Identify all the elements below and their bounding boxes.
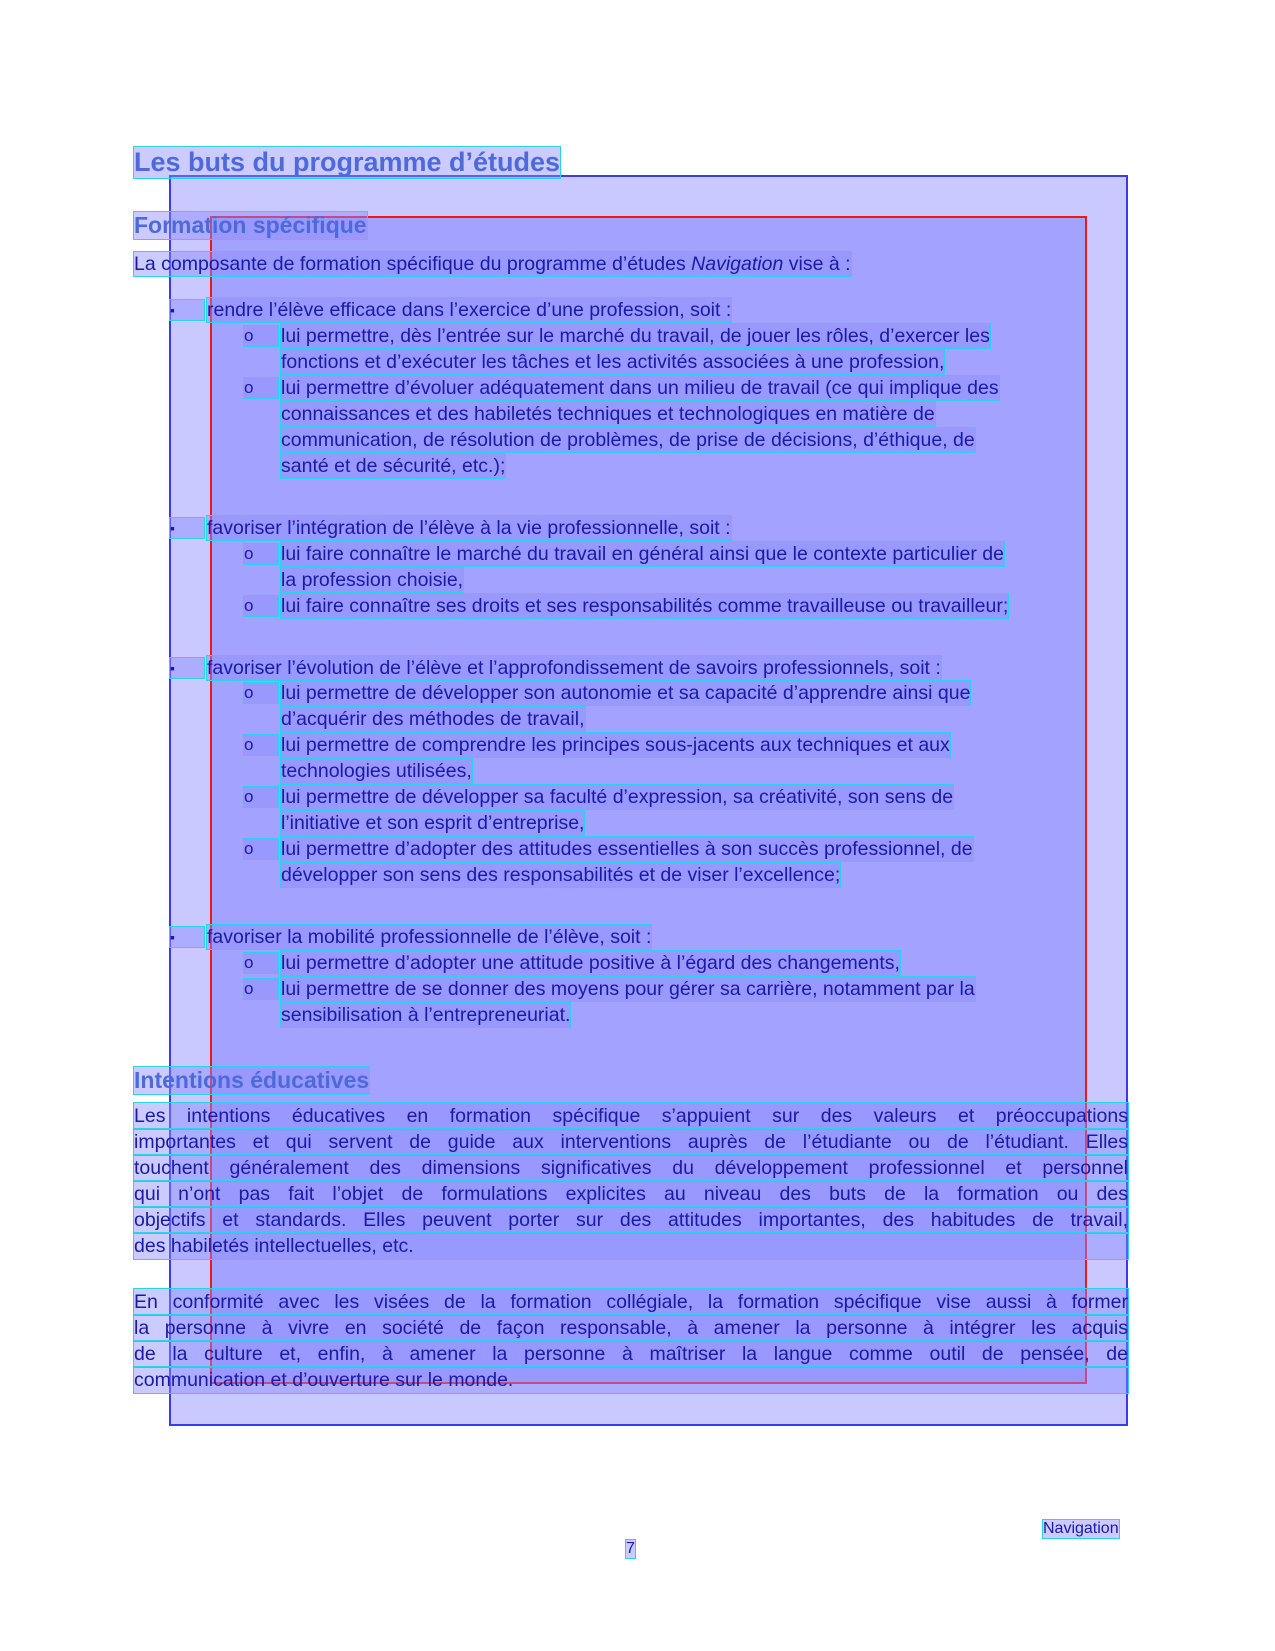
goal-bullet-icon: ▪ xyxy=(170,658,204,678)
page-title: Les buts du programme d’études xyxy=(134,147,561,177)
goal-item-line: fonctions et d’exécuter les tâches et les activités associées à une profession, xyxy=(281,351,945,373)
formation-intro xyxy=(134,252,851,276)
intentions-paragraph-line: qui n’ont pas fait l’objet de formulations explicites au niveau des buts de la formation ou des xyxy=(134,1183,1128,1205)
goal-item-line: lui permettre de comprendre les principes sous-jacents aux techniques et aux xyxy=(281,734,950,756)
sub-bullet-icon: o xyxy=(244,787,278,807)
sub-bullet-icon: o xyxy=(244,683,278,703)
sub-bullet-icon: o xyxy=(244,979,278,999)
sub-bullet-icon: o xyxy=(244,596,278,616)
page-number: 7 xyxy=(626,1540,635,1557)
goal-bullet-icon: ▪ xyxy=(170,300,204,320)
goal-item-line: la profession choisie, xyxy=(281,569,464,591)
goal-item-line: lui permettre d’évoluer adéquatement dans un milieu de travail (ce qui implique des xyxy=(281,377,999,399)
goal-label: favoriser la mobilité professionnelle de l’élève, soit : xyxy=(207,926,652,948)
sub-bullet-icon: o xyxy=(244,378,278,398)
goal-label: favoriser l’intégration de l’élève à la vie professionnelle, soit : xyxy=(207,517,731,539)
goal-item-line: lui permettre, dès l’entrée sur le marché du travail, de jouer les rôles, d’exercer les xyxy=(281,325,990,347)
intro-program-name: Navigation xyxy=(691,253,784,275)
goal-item-line: lui permettre d’adopter des attitudes essentielles à son succès professionnel, de xyxy=(281,838,973,860)
goal-label: favoriser l’évolution de l’élève et l’approfondissement de savoirs professionnels, soit : xyxy=(207,657,941,679)
sub-bullet-icon: o xyxy=(244,326,278,346)
goal-item-line: lui faire connaître le marché du travail en général ainsi que le contexte particulier de xyxy=(281,543,1004,565)
footer-program-name: Navigation xyxy=(1043,1520,1119,1537)
goal-item-line: d’acquérir des méthodes de travail, xyxy=(281,708,585,730)
goal-item-line: connaissances et des habiletés techniques et technologiques en matière de xyxy=(281,403,935,425)
goal-item-line: lui permettre de développer son autonomie et sa capacité d’apprendre ainsi que xyxy=(281,682,971,704)
goal-bullet-icon: ▪ xyxy=(170,518,204,538)
goal-item-line: technologies utilisées, xyxy=(281,760,472,782)
intro-prefix: La composante de formation spécifique du programme d’études xyxy=(134,253,692,275)
intro-suffix: vise à : xyxy=(783,253,851,275)
goal-label: rendre l’élève efficace dans l’exercice d’une profession, soit : xyxy=(207,299,732,321)
intentions-paragraph-line: la personne à vivre en société de façon responsable, à amener la personne à intégrer les acquis xyxy=(134,1317,1128,1339)
goal-item-line: lui permettre de se donner des moyens pour gérer sa carrière, notamment par la xyxy=(281,978,975,1000)
goal-item-line: lui permettre d’adopter une attitude positive à l’égard des changements, xyxy=(281,952,900,974)
goal-item-line: lui permettre de développer sa faculté d’expression, sa créativité, son sens de xyxy=(281,786,954,808)
goal-item-line: communication, de résolution de problèmes, de prise de décisions, d’éthique, de xyxy=(281,429,975,451)
sub-bullet-icon: o xyxy=(244,839,278,859)
section-heading-intentions: Intentions éducatives xyxy=(134,1067,370,1093)
goal-item-line: lui faire connaître ses droits et ses responsabilités comme travailleuse ou travailleur; xyxy=(281,595,1009,617)
intentions-paragraph-line: touchent généralement des dimensions significatives du développement professionnel et personnel xyxy=(134,1157,1128,1179)
goal-item-line: santé et de sécurité, etc.); xyxy=(281,455,506,477)
intentions-paragraph-line: importantes et qui servent de guide aux interventions auprès de l’étudiante ou de l’étudiant. Elles xyxy=(134,1131,1128,1153)
intentions-paragraph-line: communication et d’ouverture sur le monde. xyxy=(134,1367,1128,1393)
intentions-paragraph-line: objectifs et standards. Elles peuvent porter sur des attitudes importantes, des habitudes de travail, xyxy=(134,1209,1128,1231)
intentions-paragraph-line: de la culture et, enfin, à amener la personne à maîtriser la langue comme outil de pensée, de xyxy=(134,1343,1128,1365)
intentions-paragraph-line: En conformité avec les visées de la formation collégiale, la formation spécifique vise aussi à former xyxy=(134,1291,1128,1313)
section-heading-formation: Formation spécifique xyxy=(134,212,367,238)
intentions-paragraph-line: des habiletés intellectuelles, etc. xyxy=(134,1233,1128,1259)
goal-bullet-icon: ▪ xyxy=(170,927,204,947)
sub-bullet-icon: o xyxy=(244,735,278,755)
goal-item-line: sensibilisation à l’entrepreneuriat. xyxy=(281,1004,571,1026)
goal-item-line: l’initiative et son esprit d’entreprise, xyxy=(281,812,585,834)
sub-bullet-icon: o xyxy=(244,953,278,973)
intentions-paragraph-line: Les intentions éducatives en formation spécifique s’appuient sur des valeurs et préoccupations xyxy=(134,1105,1128,1127)
sub-bullet-icon: o xyxy=(244,544,278,564)
goal-item-line: développer son sens des responsabilités et de viser l’excellence; xyxy=(281,864,841,886)
